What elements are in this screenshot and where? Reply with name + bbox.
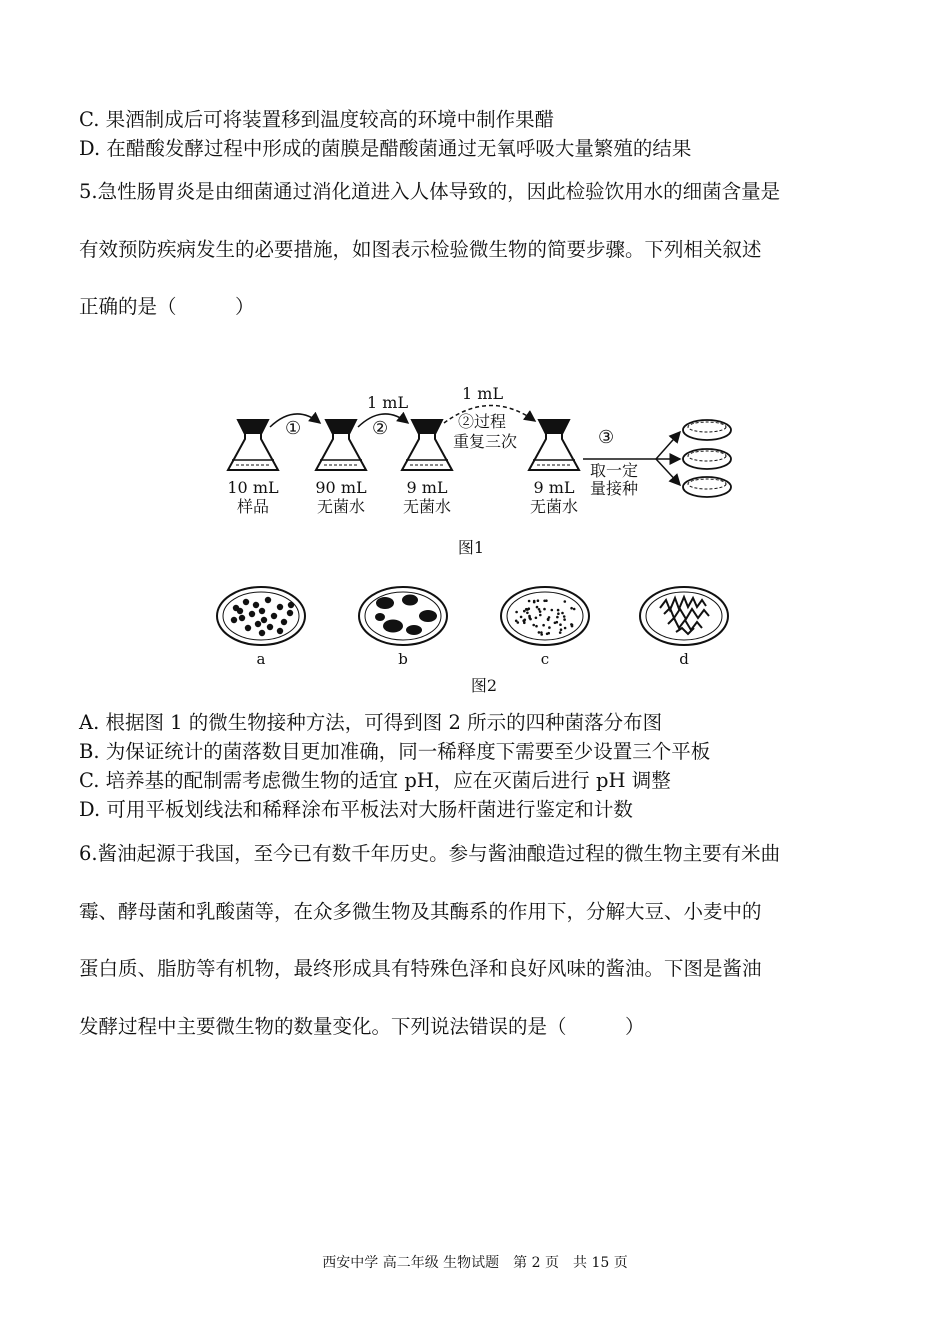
figure-1-dilution xyxy=(0,375,950,565)
flask-9ml-b xyxy=(529,420,579,470)
flask-4-name: 无菌水 xyxy=(529,497,579,516)
q6-line-4: 发酵过程中主要微生物的数量变化。下列说法错误的是（ ） xyxy=(79,1015,645,1038)
flask-3-name: 无菌水 xyxy=(402,497,452,516)
option-c-prev: C. 果酒制成后可将装置移到温度较高的环境中制作果醋 xyxy=(79,108,555,131)
transfer-1-label: 1 mL xyxy=(367,393,409,412)
step-3-label: ③ xyxy=(598,427,615,448)
step-1-label: ① xyxy=(285,418,302,439)
plate-a xyxy=(217,587,305,645)
figure-2-colonies xyxy=(0,578,950,698)
q5-option-b[interactable]: B. 为保证统计的菌落数目更加准确，同一稀释度下需要至少设置三个平板 xyxy=(79,740,711,763)
flask-9ml-a xyxy=(402,420,452,470)
take-label-1: 取一定 xyxy=(590,461,639,480)
plate-d-label: d xyxy=(679,650,689,668)
plate-b-label: b xyxy=(398,650,408,668)
q5-line-2: 有效预防疾病发生的必要措施，如图表示检验微生物的简要步骤。下列相关叙述 xyxy=(79,238,762,261)
q5-option-d[interactable]: D. 可用平板划线法和稀释涂布平板法对大肠杆菌进行鉴定和计数 xyxy=(79,798,633,821)
flask-2-name: 无菌水 xyxy=(316,497,366,516)
figure-1-caption: 图1 xyxy=(457,538,485,557)
petri-dish-3 xyxy=(683,477,731,497)
q6-line-3: 蛋白质、脂肪等有机物，最终形成具有特殊色泽和良好风味的酱油。下图是酱油 xyxy=(79,957,762,980)
flask-1-volume: 10 mL xyxy=(227,478,279,497)
flask-3-volume: 9 mL xyxy=(406,478,448,497)
repeat-label-1: ②过程 xyxy=(458,412,507,431)
figure-2-caption: 图2 xyxy=(470,676,498,695)
q5-line-3: 正确的是（ ） xyxy=(79,295,255,318)
plate-d xyxy=(640,587,728,645)
plate-b xyxy=(359,587,447,645)
page-footer: 西安中学 高二年级 生物试题 第 2 页 共 15 页 xyxy=(322,1255,628,1271)
flask-2-volume: 90 mL xyxy=(315,478,367,497)
take-label-2: 量接种 xyxy=(590,479,639,498)
plate-c-label: c xyxy=(540,650,550,668)
flask-4-volume: 9 mL xyxy=(533,478,575,497)
q5-option-a[interactable]: A. 根据图 1 的微生物接种方法，可得到图 2 所示的四种菌落分布图 xyxy=(79,711,663,734)
q5-line-1: 5.急性肠胃炎是由细菌通过消化道进入人体导致的，因此检验饮用水的细菌含量是 xyxy=(79,180,781,203)
transfer-2-label: 1 mL xyxy=(462,384,504,403)
repeat-label-2: 重复三次 xyxy=(453,432,518,451)
step-2-label: ② xyxy=(372,418,389,439)
plate-a-label: a xyxy=(256,650,266,668)
option-d-prev: D. 在醋酸发酵过程中形成的菌膜是醋酸菌通过无氧呼吸大量繁殖的结果 xyxy=(79,137,692,160)
question-5-stem xyxy=(79,180,879,340)
q5-option-c[interactable]: C. 培养基的配制需考虑微生物的适宜 pH，应在灭菌后进行 pH 调整 xyxy=(79,769,671,792)
q6-line-2: 霉、酵母菌和乳酸菌等，在众多微生物及其酶系的作用下，分解大豆、小麦中的 xyxy=(79,900,762,923)
petri-dish-1 xyxy=(683,420,731,440)
petri-dish-2 xyxy=(683,449,731,469)
plate-c xyxy=(501,587,589,645)
q6-line-1: 6.酱油起源于我国，至今已有数千年历史。参与酱油酿造过程的微生物主要有米曲 xyxy=(79,842,781,865)
flask-1-name: 样品 xyxy=(236,497,270,516)
question-6-stem xyxy=(79,842,879,1052)
